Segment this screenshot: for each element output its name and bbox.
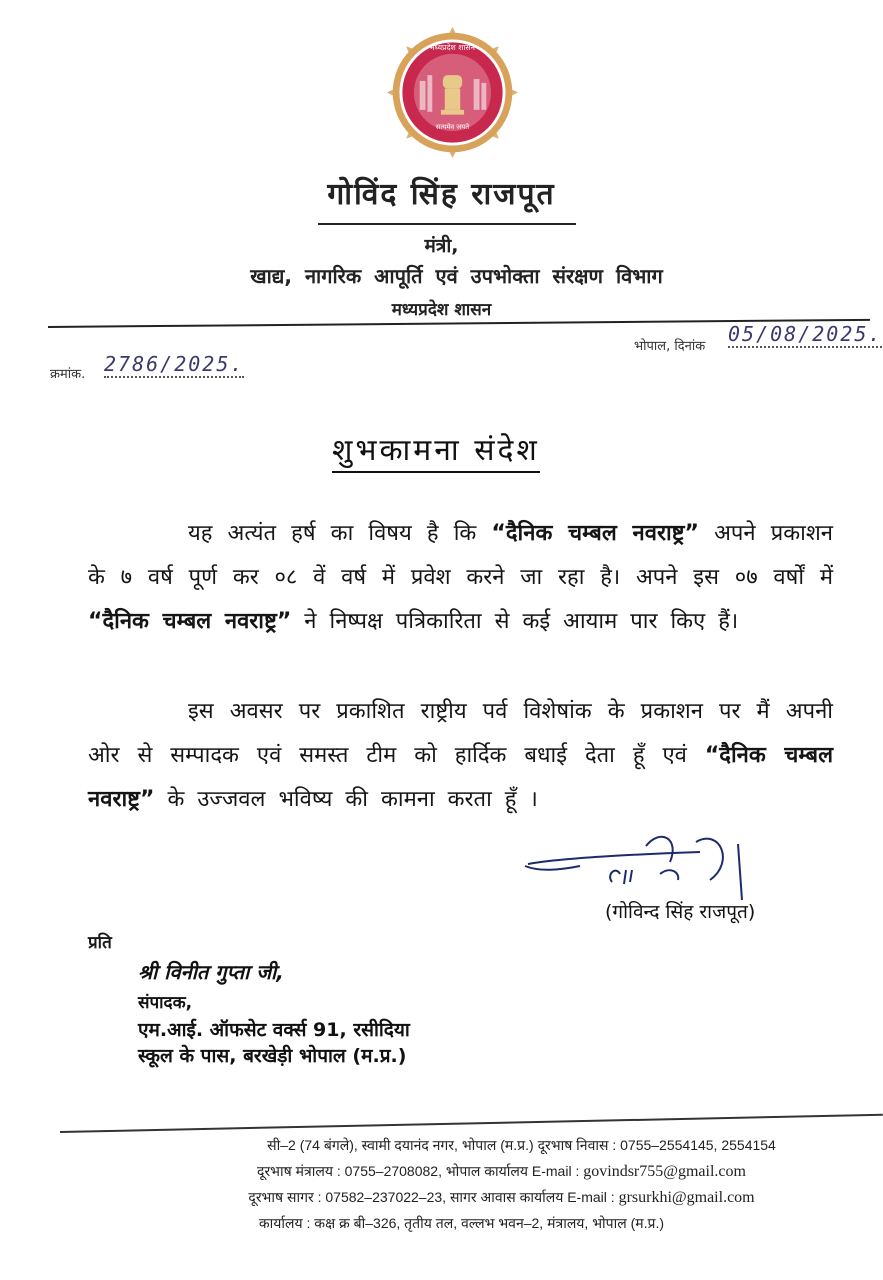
handwritten-signature-icon	[520, 822, 750, 902]
p2-text-after: के उज्जवल भविष्य की कामना करता हूँ ।	[154, 787, 538, 812]
date-value: 05/08/2025.	[728, 322, 883, 346]
signatory-name: (गोविन्द सिंह राजपूत)	[605, 901, 756, 923]
newspaper-name: “दैनिक चम्बल नवराष्ट्र”	[88, 609, 292, 634]
recipient-designation: संपादक,	[138, 993, 193, 1013]
newspaper-name: “दैनिक चम्बल नवराष्ट्र”	[491, 521, 699, 546]
footer-divider	[60, 1114, 883, 1133]
footer-sagar-office	[0, 1188, 883, 1207]
designation: मंत्री,	[424, 235, 459, 257]
minister-name: गोविंद सिंह राजपूत	[327, 177, 556, 212]
recipient-address-line-1: एम.आई. ऑफसेट वर्क्स 91, रसीदिया	[138, 1019, 410, 1041]
reference-number: 2786/2025.	[104, 352, 245, 376]
footer-bhopal-phone: दूरभाष मंत्रालय : 0755–2708082, भोपाल कार्यालय E-mail :	[257, 1163, 584, 1179]
government: मध्यप्रदेश शासन	[391, 300, 492, 320]
letter-title: शुभकामना संदेश	[332, 428, 540, 473]
p1-text-before: यह अत्यंत हर्ष का विषय है कि	[188, 521, 492, 546]
svg-text:सत्यमेव जयते: सत्यमेव जयते	[435, 123, 470, 132]
department: खाद्य, नागरिक आपूर्ति एवं उपभोक्ता संरक्षण विभाग	[250, 264, 663, 288]
sagar-email-link[interactable]: grsurkhi@gmail.com	[618, 1189, 755, 1206]
svg-text:मध्यप्रदेश शासन: मध्यप्रदेश शासन	[430, 43, 475, 53]
recipient-name: श्री विनीत गुप्ता जी,	[138, 960, 284, 984]
recipient-label: प्रति	[88, 933, 112, 953]
name-underline	[318, 223, 576, 225]
newspaper-name: “दैनिक चम्बल नवराष्ट्र”	[88, 743, 834, 812]
footer-sagar-phone: दूरभाष सागर : 07582–237022–23, सागर आवास कार्यालय E-mail :	[248, 1189, 619, 1205]
recipient-address-line-2: स्कूल के पास, बरखेड़ी भोपाल (म.प्र.)	[138, 1045, 407, 1067]
state-emblem-icon	[385, 25, 520, 160]
reference-label: क्रमांक.	[50, 367, 86, 382]
p2-text-before: इस अवसर पर प्रकाशित राष्ट्रीय पर्व विशेषांक के प्रकाशन पर मैं अपनी ओर से सम्पादक एवं समस्त टीम को हार्दिक बधाई देता हूँ एवं	[88, 699, 833, 768]
footer-office-address: कार्यालय : कक्ष क्र बी–326, तृतीय तल, वल्लभ भवन–2, मंत्रालय, भोपाल (म.प्र.)	[258, 1215, 665, 1231]
p1-text-after: ने निष्पक्ष पत्रिकारिता से कई आयाम पार किए हैं।	[291, 609, 739, 634]
body-paragraph-1	[88, 512, 833, 644]
bhopal-email-link[interactable]: govindsr755@gmail.com	[583, 1163, 746, 1180]
date-label: भोपाल, दिनांक	[634, 339, 706, 354]
p1-text-middle: अपने प्रकाशन के ७ वर्ष पूर्ण कर ०८ वें वर्ष में प्रवेश करने जा रहा है। अपने इस ०७ वर्षों में	[88, 521, 833, 590]
footer-residence: सी–2 (74 बंगले), स्वामी दयानंद नगर, भोपाल (म.प्र.) दूरभाष निवास : 0755–2554145, 2554154	[267, 1137, 776, 1153]
footer-bhopal-office	[0, 1162, 883, 1181]
body-paragraph-2	[88, 690, 833, 822]
